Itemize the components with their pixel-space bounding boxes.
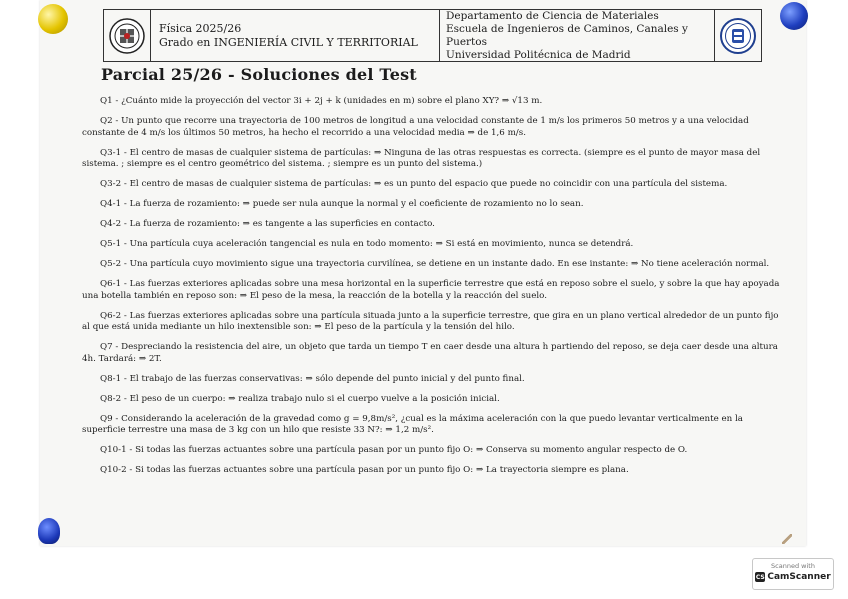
department-name: Departamento de Ciencia de Materiales bbox=[446, 9, 659, 22]
answer-q2: Q2 - Un punto que recorre una trayectoria de 100 metros de longitud a una velocidad constante de 1 m/s los primeros 50 metros y a una velocidad constante de 4 m/s los últimos 50 metros, ha hecho el recorrido a una velocidad media ⇒ de 1,6 m/s. bbox=[82, 116, 749, 138]
university-name: Universidad Politécnica de Madrid bbox=[446, 48, 631, 61]
answer-q8-1: Q8-1 - El trabajo de las fuerzas conservativas: ⇒ sólo depende del punto inicial y del punto final. bbox=[100, 373, 525, 384]
blue-pushpin bbox=[780, 2, 808, 30]
university-seal-logo bbox=[715, 10, 761, 61]
school-crest-logo bbox=[104, 10, 151, 61]
answer-q6-2: Q6-2 - Las fuerzas exteriores aplicadas sobre una partícula situada junto a la superficie terrestre, que gira en un plano vertical alrededor de un punto fijo al que está unida mediante un hilo inextensible son: ⇒ El peso de la partícula y la tensión del hilo. bbox=[82, 310, 779, 332]
answer-q7: Q7 - Despreciando la resistencia del aire, un objeto que tarda un tiempo T en caer desde una altura h partiendo del reposo, se deja caer desde una altura 4h. Tardará: ⇒ 2T. bbox=[82, 342, 778, 364]
answer-q1: Q1 - ¿Cuánto mide la proyección del vector 3i + 2j + k (unidades en m) sobre el plano XY? ⇒ √13 m. bbox=[100, 96, 543, 106]
degree-name: Grado en INGENIERÍA CIVIL Y TERRITORIAL bbox=[159, 35, 418, 49]
answer-q5-1: Q5-1 - Una partícula cuya aceleración tangencial es nula en todo momento: ⇒ Si está en movimiento, nunca se detendrá. bbox=[100, 239, 634, 249]
answer-q9: Q9 - Considerando la aceleración de la gravedad como g = 9,8m/s², ¿cual es la máxima aceleración con la que puedo levantar verticalmente en la superficie terrestre una masa de 3 kg con un hilo que resiste 33 N?: ⇒ 1,2 m/s². bbox=[82, 413, 743, 435]
blue-pushpin bbox=[38, 518, 60, 544]
yellow-pushpin bbox=[38, 4, 68, 34]
document-header bbox=[103, 9, 762, 62]
answer-q5-2: Q5-2 - Una partícula cuyo movimiento sigue una trayectoria curvilínea, se detiene en un instante dado. En ese instante: ⇒ No tiene aceleración normal. bbox=[100, 259, 770, 269]
answer-q4-2: Q4-2 - La fuerza de rozamiento: ⇒ es tangente a las superficies en contacto. bbox=[100, 219, 435, 229]
page-corner-fold bbox=[782, 534, 792, 544]
scanner-caption: Scanned with bbox=[771, 562, 815, 570]
course-info bbox=[151, 10, 440, 61]
course-year: Física 2025/26 bbox=[159, 21, 242, 35]
page-title: Parcial 25/26 - Soluciones del Test bbox=[101, 65, 417, 84]
scanner-brand: CamScanner bbox=[767, 572, 831, 582]
department-info bbox=[440, 10, 715, 61]
camscanner-icon: CS bbox=[755, 573, 765, 581]
answers-list bbox=[82, 96, 782, 477]
scanner-watermark bbox=[752, 558, 834, 590]
answer-q3-2: Q3-2 - El centro de masas de cualquier sistema de partículas: ⇒ es un punto del espacio que puede no coincidir con una partícula del sistema. bbox=[100, 179, 728, 189]
answer-q6-1: Q6-1 - Las fuerzas exteriores aplicadas sobre una mesa horizontal en la superficie terrestre que está en reposo sobre el suelo, y sobre la que hay apoyada una botella también en reposo son: ⇒ El peso de la mesa, la reacción de la botella y la reacción del suelo. bbox=[82, 279, 780, 301]
answer-q10-1: Q10-1 - Si todas las fuerzas actuantes sobre una partícula pasan por un punto fijo O: ⇒ Conserva su momento angular respecto de O. bbox=[100, 445, 688, 455]
answer-q3-1: Q3-1 - El centro de masas de cualquier sistema de partículas: ⇒ Ninguna de las otras respuestas es correcta. (siempre es el punto de mayor masa del sistema. ; siempre es el centro geométrico del sistema. ; siempre es un punto del sistema.) bbox=[82, 147, 761, 169]
school-name: Escuela de Ingenieros de Caminos, Canales y Puertos bbox=[446, 22, 688, 48]
answer-q4-1: Q4-1 - La fuerza de rozamiento: ⇒ puede ser nula aunque la normal y el coeficiente de rozamiento no lo sean. bbox=[100, 199, 584, 209]
answer-q8-2: Q8-2 - El peso de un cuerpo: ⇒ realiza trabajo nulo si el cuerpo vuelve a la posición inicial. bbox=[100, 393, 500, 404]
answer-q10-2: Q10-2 - Si todas las fuerzas actuantes sobre una partícula pasan por un punto fijo O: ⇒ La trayectoria siempre es plana. bbox=[100, 465, 629, 475]
